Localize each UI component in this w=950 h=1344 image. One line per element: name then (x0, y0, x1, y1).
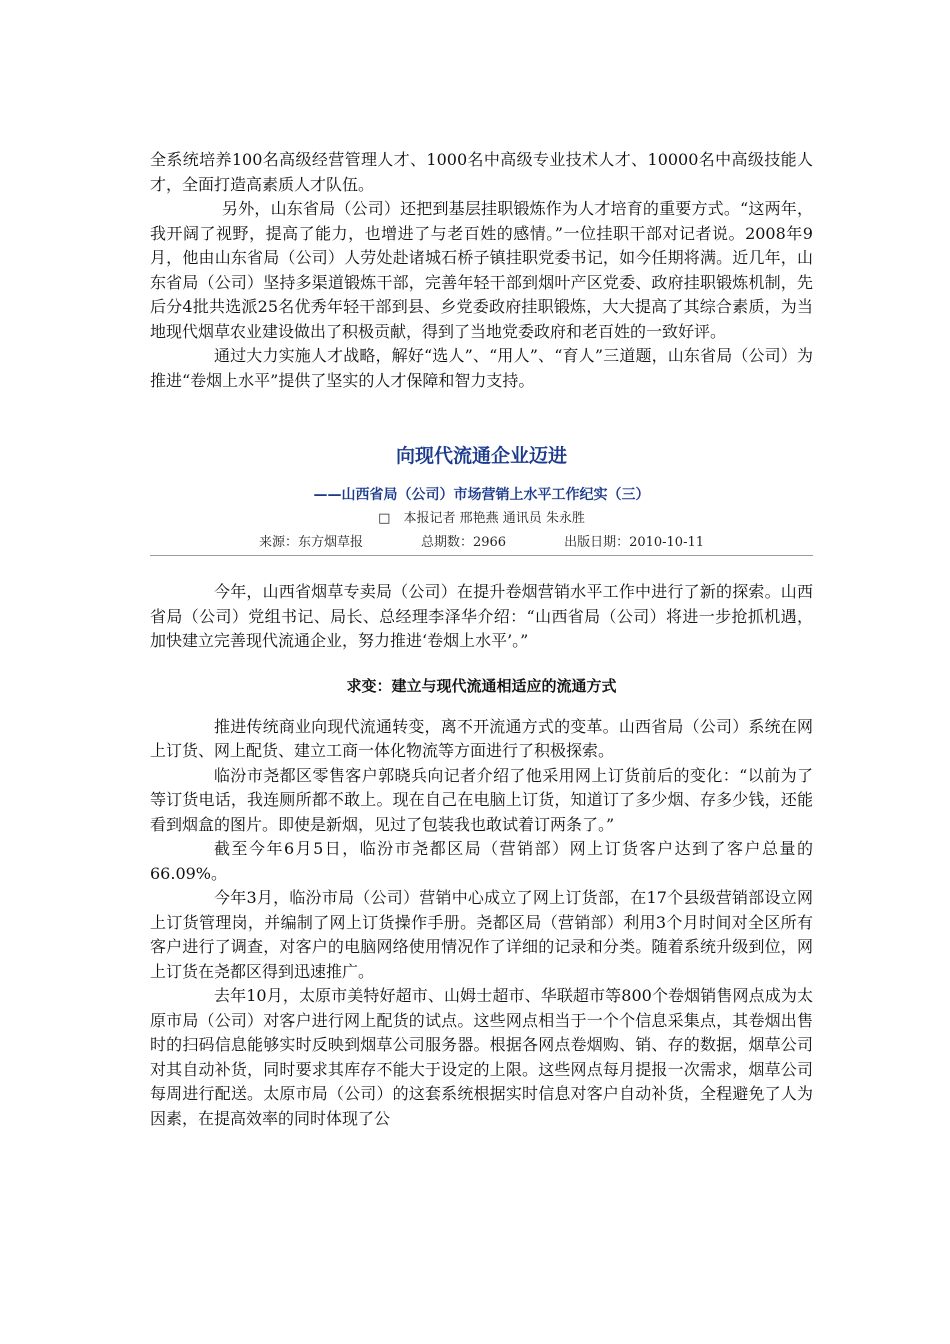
spacer (150, 697, 813, 715)
article-issue: 总期数：2966 (420, 535, 507, 550)
spacer (150, 654, 813, 675)
article-byline: □ 本报记者 邢艳燕 通讯员 朱永胜 (378, 511, 585, 526)
body-paragraph-3: 截至今年6月5日，临汾市尧都区局（营销部）网上订货客户达到了客户总量的66.09%。 (150, 839, 813, 883)
article-source: 来源：东方烟草报 (258, 535, 363, 550)
section-heading: 求变：建立与现代流通相适应的流通方式 (346, 676, 617, 695)
intro-paragraph-1: 全系统培养100名高级经营管理人才、1000名中高级专业技术人才、10000名中高级技能人才，全面打造高素质人才队伍。 (150, 150, 813, 194)
spacer (150, 469, 813, 485)
intro-paragraph-2: 另外，山东省局（公司）还把到基层挂职锻炼作为人才培育的重要方式。“这两年，我开阔了视野，提高了能力，也增进了与老百姓的感情。”一位挂职干部对记者说。2008年9月，他由山东省局（公司）人劳处赴诸城石桥子镇挂职党委书记，如今任期将满。近几年，山东省局（公司）坚持多渠道锻炼干部，完善年轻干部到烟叶产区党委、政府挂职锻炼机制，先后分4批共选派25名优秀年轻干部到县、乡党委政府挂职锻炼，大大提高了其综合素质，为当地现代烟草农业建设做出了积极贡献，得到了当地党委政府和老百姓的一致好评。 (150, 199, 813, 341)
article-meta (150, 533, 813, 553)
article-subtitle: ——山西省局（公司）市场营销上水平工作纪实（三） (313, 487, 650, 503)
article-date: 出版日期：2010-10-11 (564, 535, 705, 550)
body-paragraph-4: 今年3月，临汾市局（公司）营销中心成立了网上订货部，在17个县级营销部设立网上订货管理岗，并编制了网上订货操作手册。尧都区局（营销部）利用3个月时间对全区所有客户进行了调查，对客户的电脑网络使用情况作了详细的记录和分类。随着系统升级到位，网上订货在尧都区得到迅速推广。 (150, 888, 813, 981)
article-lead: 今年，山西省烟草专卖局（公司）在提升卷烟营销水平工作中进行了新的探索。山西省局（公司）党组书记、局长、总经理李泽华介绍：“山西省局（公司）将进一步抢抓机遇，加快建立完善现代流通企业，努力推进‘卷烟上水平’。” (150, 582, 813, 650)
article-title: 向现代流通企业迈进 (395, 445, 567, 467)
spacer (150, 393, 813, 443)
body-paragraph-5: 去年10月，太原市美特好超市、山姆士超市、华联超市等800个卷烟销售网点成为太原市局（公司）对客户进行网上配货的试点。这些网点相当于一个个信息采集点，其卷烟出售时的扫码信息能够实时反映到烟草公司服务器。根据各网点卷烟购、销、存的数据，烟草公司对其自动补货，同时要求其库存不能大于设定的上限。这些网点每月提报一次需求，烟草公司每周进行配送。太原市局（公司）的这套系统根据实时信息对客户自动补货，全程避免了人为因素，在提高效率的同时体现了公 (150, 986, 813, 1128)
document-page (150, 148, 813, 1131)
intro-paragraph-3: 通过大力实施人才战略，解好“选人”、“用人”、“育人”三道题，山东省局（公司）为推进“卷烟上水平”提供了坚实的人才保障和智力支持。 (150, 346, 813, 390)
spacer (150, 556, 813, 580)
body-paragraph-1: 推进传统商业向现代流通转变，离不开流通方式的变革。山西省局（公司）系统在网上订货、网上配货、建立工商一体化物流等方面进行了积极探索。 (150, 716, 813, 760)
body-paragraph-2: 临汾市尧都区零售客户郭晓兵向记者介绍了他采用网上订货前后的变化：“以前为了等订货电话，我连厕所都不敢上。现在自己在电脑上订货，知道订了多少烟、存多少钱，还能看到烟盒的图片。即使是新烟，见过了包装我也敢试着订两条了。” (150, 765, 813, 834)
